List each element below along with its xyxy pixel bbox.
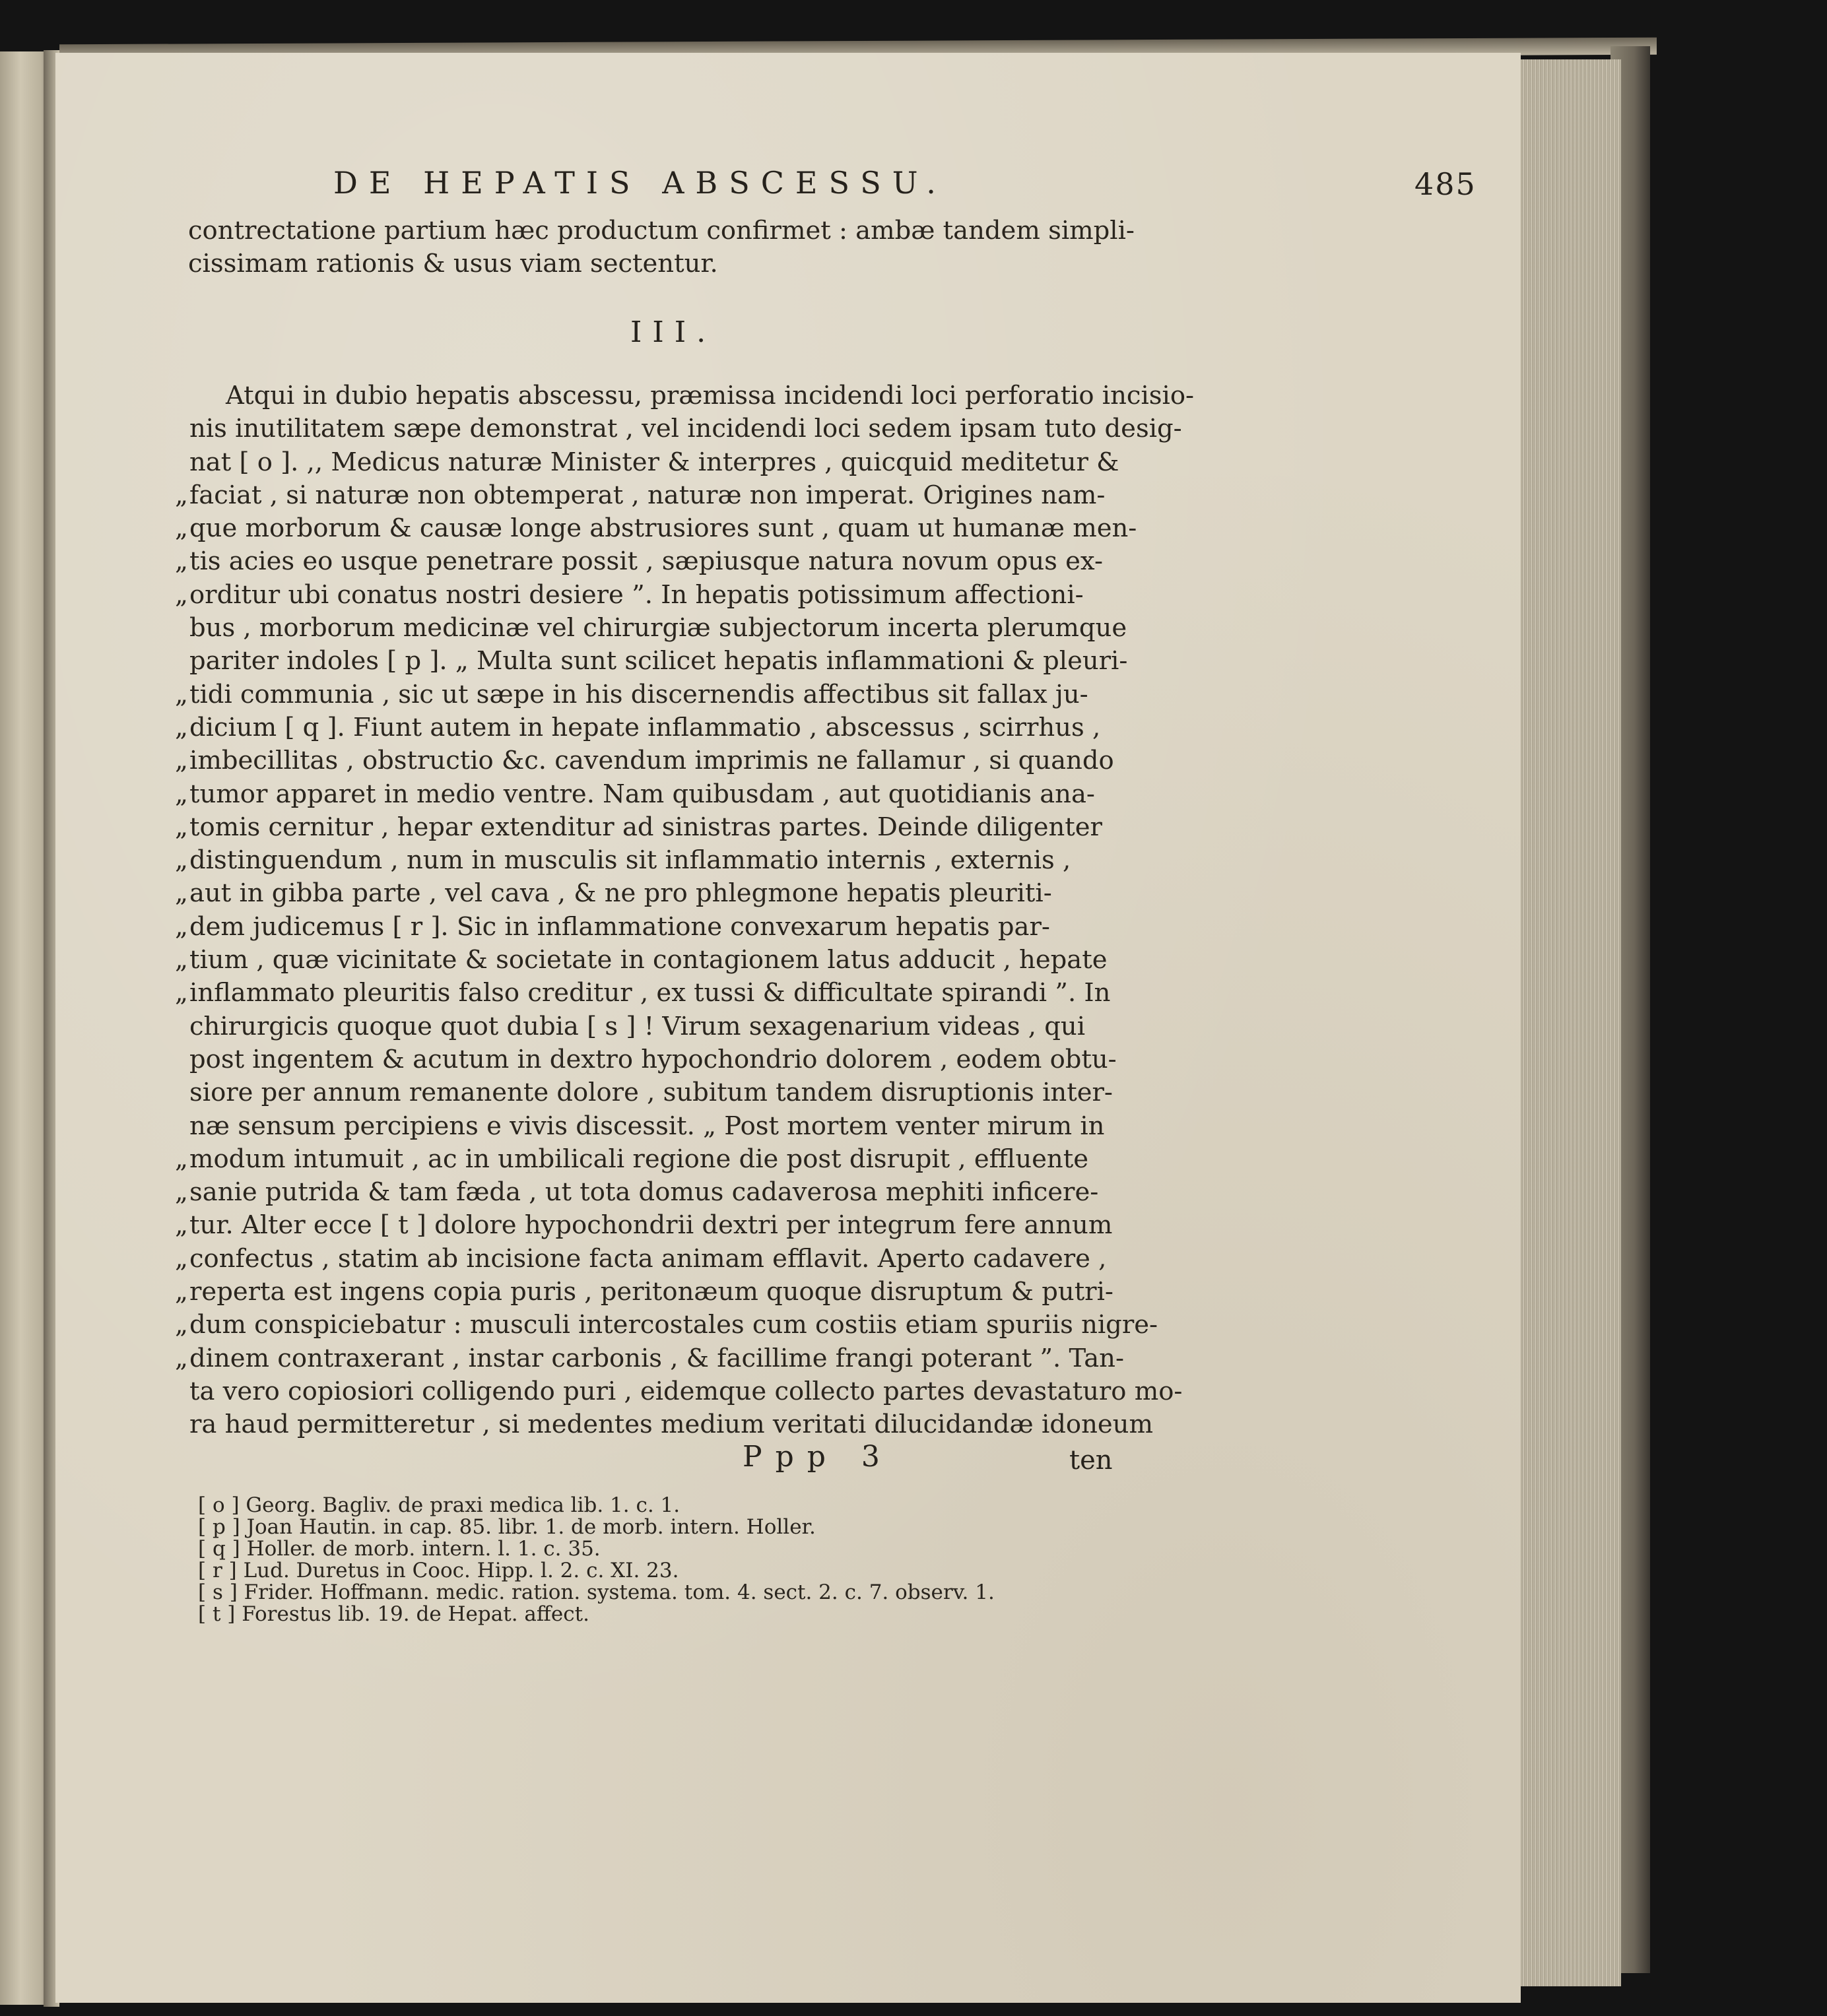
line-text: bus , morborum medicinæ vel chirurgiæ subjectorum incerta plerumque (189, 613, 1127, 643)
paragraph-line (175, 1276, 1142, 1309)
line-text: tium , quæ vicinitate & societate in contagionem latus adducit , hepate (189, 945, 1108, 975)
quotation-mark: „ (175, 1343, 188, 1373)
line-text: ta vero copiosiori colligendo puri , eidemque collecto partes devastaturo mo- (189, 1376, 1183, 1406)
paragraph-line (175, 1209, 1142, 1242)
paragraph-line (175, 944, 1142, 977)
paragraph-line (175, 1176, 1142, 1209)
quotation-mark: „ (175, 812, 188, 842)
quotation-mark: „ (175, 1277, 188, 1307)
paragraph-line (188, 1043, 1142, 1076)
paragraph-line (175, 1309, 1158, 1342)
text-line: contrectatione partium hæc productum confirmet : ambæ tandem simpli- (188, 216, 1135, 245)
line-text: que morborum & causæ longe abstrusiores sunt , quam ut humanæ men- (189, 513, 1137, 544)
line-text: post ingentem & acutum in dextro hypochondrio dolorem , eodem obtu- (189, 1044, 1117, 1074)
signature-mark: Ppp 3 (743, 1440, 893, 1474)
line-text: dum conspiciebatur : musculi intercostales cum costiis etiam spuriis nigre- (189, 1310, 1158, 1340)
paragraph-line (175, 911, 1142, 944)
paragraph-line (175, 1243, 1142, 1276)
paragraph-line (188, 1375, 1183, 1408)
footnote: [ q ] Holler. de morb. intern. l. 1. c. 35. (198, 1537, 601, 1561)
paragraph-line (175, 545, 1142, 578)
line-text: modum intumuit , ac in umbilicali regione die post disrupit , effluente (189, 1144, 1088, 1174)
line-text: tidi communia , sic ut sæpe in his discernendis affectibus sit fallax ju- (189, 679, 1088, 709)
paragraph-line (188, 1408, 1153, 1441)
line-text: Atqui in dubio hepatis abscessu, præmissa incidendi loci perforatio incisio- (226, 381, 1195, 410)
paragraph-line (175, 844, 1142, 877)
running-head: DE HEPATIS ABSCESSU. (333, 165, 947, 201)
paragraph-line (175, 678, 1142, 711)
line-text: siore per annum remanente dolore , subitum tandem disruptionis inter- (189, 1078, 1113, 1108)
opening-lines (188, 214, 1142, 281)
line-text: pariter indoles [ p ]. „ Multa sunt scilicet hepatis inflammationi & pleuri- (189, 646, 1128, 676)
main-paragraph (175, 379, 1195, 1442)
paragraph-line (175, 877, 1142, 910)
quotation-mark: „ (175, 1144, 188, 1174)
section-heading: III. (630, 315, 717, 349)
quotation-mark: „ (175, 480, 188, 510)
quotation-mark: „ (175, 679, 188, 709)
footnote: [ o ] Georg. Bagliv. de praxi medica lib. 1. c. 1. (198, 1493, 681, 1517)
paragraph-line (188, 1010, 1142, 1043)
line-text: inflammato pleuritis falso creditur , ex tussi & difficultate spirandi ”. In (189, 978, 1111, 1008)
line-text: distinguendum , num in musculis sit inflammatio internis , externis , (189, 845, 1071, 876)
line-text: dinem contraxerant , instar carbonis , & facillime frangi poterant ”. Tan- (189, 1343, 1124, 1373)
paragraph-line (175, 977, 1142, 1010)
paragraph-line (188, 1076, 1142, 1109)
quotation-mark: „ (175, 779, 188, 809)
quotation-mark: „ (175, 1210, 188, 1241)
footnote: [ p ] Joan Hautin. in cap. 85. libr. 1. de morb. intern. Holler. (198, 1515, 816, 1539)
quotation-mark: „ (175, 878, 188, 909)
quotation-mark: „ (175, 1177, 188, 1208)
catchword: ten (1069, 1445, 1113, 1476)
quotation-mark: „ (175, 911, 188, 942)
line-text: sanie putrida & tam fæda , ut tota domus cadaverosa mephiti inficere- (189, 1177, 1099, 1208)
paragraph-line (175, 479, 1142, 512)
paragraph-line (175, 579, 1142, 612)
line-text: tomis cernitur , hepar extenditur ad sinistras partes. Deinde diligenter (189, 812, 1102, 842)
quotation-mark: „ (175, 1310, 188, 1340)
line-text: nis inutilitatem sæpe demonstrat , vel incidendi loci sedem ipsam tuto desig- (189, 414, 1182, 444)
paragraph-line (188, 645, 1142, 678)
page-number: 485 (1414, 166, 1477, 202)
quotation-mark: „ (175, 978, 188, 1008)
quotation-mark: „ (175, 712, 188, 742)
paragraph-line (188, 612, 1142, 645)
line-text: imbecillitas , obstructio &c. cavendum imprimis ne fallamur , si quando (189, 746, 1114, 776)
line-text: chirurgicis quoque quot dubia [ s ] ! Virum sexagenarium videas , qui (189, 1011, 1086, 1041)
paragraph-line (188, 1110, 1142, 1143)
line-text: reperta est ingens copia puris , peritonæum quoque disruptum & putri- (189, 1277, 1113, 1307)
quotation-mark: „ (175, 513, 188, 544)
paragraph-line (188, 446, 1142, 479)
line-text: dicium [ q ]. Fiunt autem in hepate inflammatio , abscessus , scirrhus , (189, 712, 1101, 742)
line-text: confectus , statim ab incisione facta animam efflavit. Aperto cadavere , (189, 1243, 1107, 1274)
line-text: næ sensum percipiens e vivis discessit. „ Post mortem venter mirum in (189, 1111, 1105, 1141)
line-text: aut in gibba parte , vel cava , & ne pro phlegmone hepatis pleuriti- (189, 878, 1052, 909)
paragraph-line (175, 711, 1142, 744)
line-text: nat [ o ]. ,, Medicus naturæ Minister & interpres , quicquid meditetur & (189, 447, 1119, 477)
footnotes (198, 1495, 1122, 1625)
paragraph-line (175, 744, 1142, 777)
quotation-mark: „ (175, 579, 188, 610)
footnote: [ t ] Forestus lib. 19. de Hepat. affect. (198, 1602, 589, 1626)
paragraph-line (188, 379, 1195, 412)
quotation-mark: „ (175, 546, 188, 577)
footnote: [ s ] Frider. Hoffmann. medic. ration. systema. tom. 4. sect. 2. c. 7. observ. 1. (198, 1580, 995, 1604)
line-text: tumor apparet in medio ventre. Nam quibusdam , aut quotidianis ana- (189, 779, 1095, 809)
text-line: cissimam rationis & usus viam sectentur. (188, 249, 718, 279)
line-text: ra haud permitteretur , si medentes medium veritati dilucidandæ idoneum (189, 1410, 1153, 1440)
quotation-mark: „ (175, 945, 188, 975)
paragraph-line (175, 778, 1142, 811)
line-text: tis acies eo usque penetrare possit , sæpiusque natura novum opus ex- (189, 546, 1103, 577)
paragraph-line (175, 1342, 1142, 1375)
quotation-mark: „ (175, 1243, 188, 1274)
quotation-mark: „ (175, 746, 188, 776)
paragraph-line (175, 1143, 1142, 1176)
line-text: orditur ubi conatus nostri desiere ”. In hepatis potissimum affectioni- (189, 579, 1084, 610)
paragraph-line (175, 811, 1142, 844)
line-text: tur. Alter ecce [ t ] dolore hypochondrii dextri per integrum fere annum (189, 1210, 1113, 1241)
paragraph-line (175, 512, 1142, 545)
line-text: faciat , si naturæ non obtemperat , naturæ non imperat. Origines nam- (189, 480, 1106, 510)
footnote: [ r ] Lud. Duretus in Cooc. Hipp. l. 2. c. XI. 23. (198, 1559, 679, 1582)
paragraph-line (188, 412, 1182, 445)
line-text: dem judicemus [ r ]. Sic in inflammatione convexarum hepatis par- (189, 911, 1050, 942)
quotation-mark: „ (175, 845, 188, 876)
